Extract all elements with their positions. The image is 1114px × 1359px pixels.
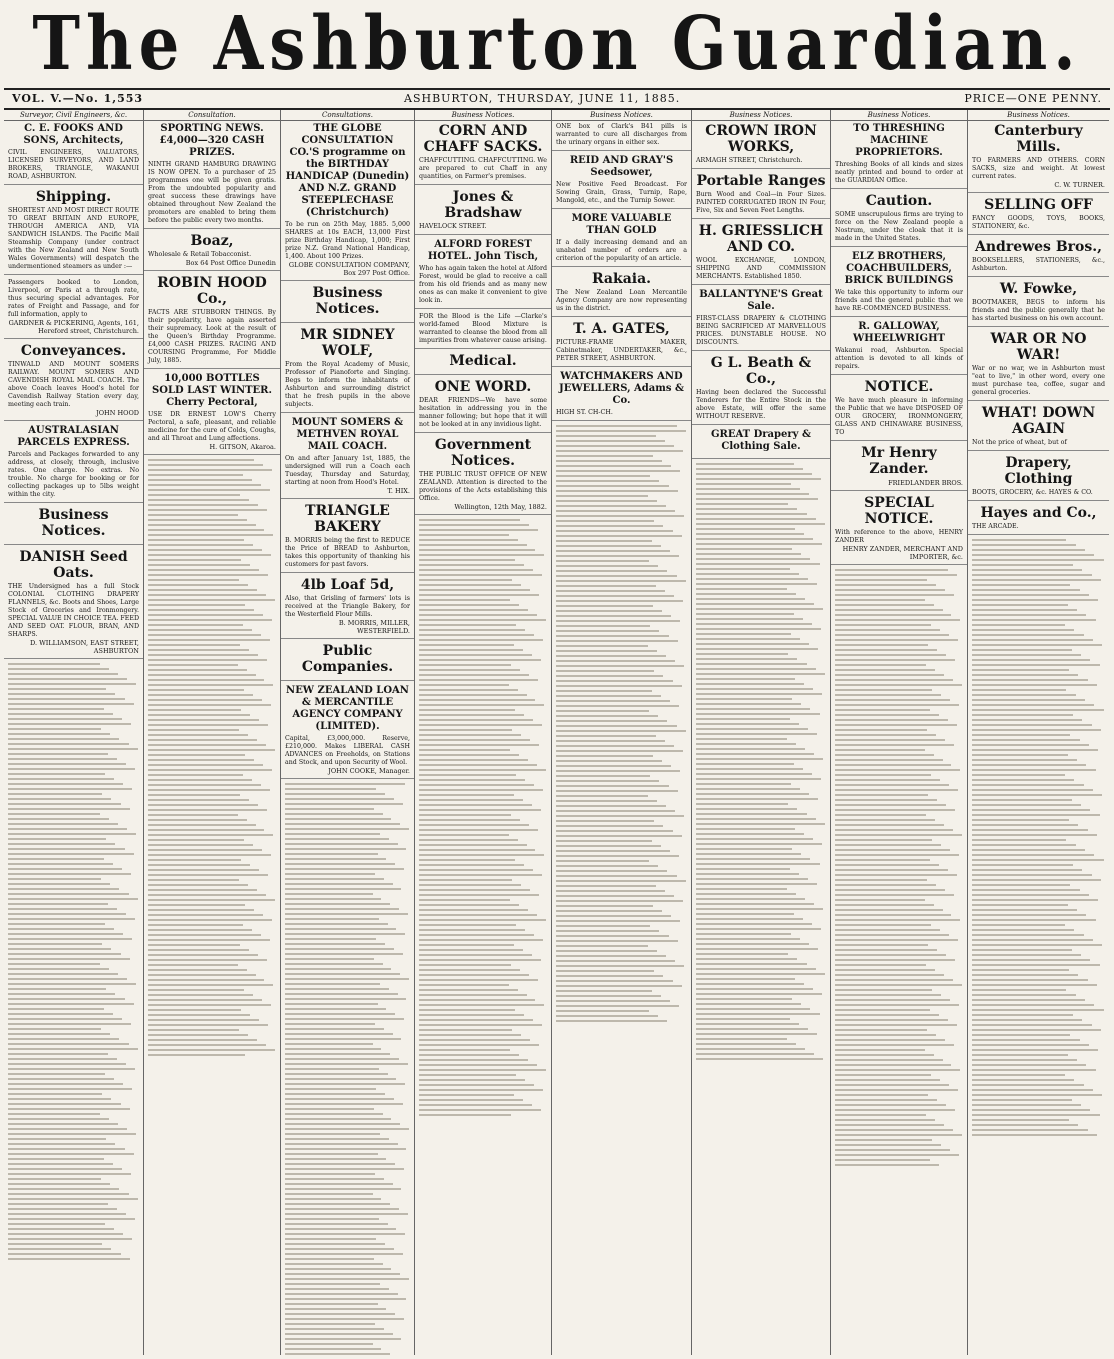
- advertisement: [144, 275, 280, 369]
- ad-body: FACTS ARE STUBBORN THINGS. By their popularity, have again asserted their supremacy. Look at the result of the Queen's Birthday Programme. £4,000 CASH PRIZES. RACING AND COURSING Programme, For Middle July, 1885.: [148, 309, 276, 364]
- ad-title: NOTICE.: [864, 379, 934, 395]
- column-4: [415, 110, 552, 1355]
- ad-title: REID AND GRAY'S Seedsower,: [569, 155, 674, 178]
- advertisement: [692, 355, 830, 425]
- ad-title: CORN AND CHAFF SACKS.: [423, 123, 543, 155]
- column-header: Surveyor, Civil Engineers, &c.: [4, 110, 143, 121]
- advertisement: [4, 279, 143, 339]
- ad-signature: T. HIX.: [387, 487, 410, 495]
- advertisement: [831, 445, 967, 491]
- ad-body: Having been declared the Successful Tenderers for the Entire Stock in the above Estate, will offer the same WITHOUT RESERVE.: [696, 389, 826, 420]
- advertisement: [281, 577, 414, 639]
- ad-signature: B. MORRIS, MILLER, WESTERFIELD.: [338, 619, 410, 635]
- advertisement: [4, 123, 143, 185]
- ad-title: Public Companies.: [301, 643, 394, 675]
- ad-title: Medical.: [449, 353, 517, 369]
- small-print-texture: [144, 459, 280, 1056]
- advertisement: [552, 321, 691, 367]
- ad-body: USE DR ERNEST LOW'S Cherry Pectoral, a safe, pleasant, and reliable medicine for the cure of Colds, Coughs, and all Throat and Lung affections.: [148, 411, 276, 442]
- ad-title: C. E. FOOKS AND SONS, Architects,: [23, 123, 124, 146]
- advertisement: [144, 233, 280, 271]
- advertisement: [968, 505, 1109, 535]
- ad-title: THE GLOBE CONSULTATION CO.'S programme on the BIRTHDAY HANDICAP (Dunedin) AND N.Z. GRAND STEEPLECHASE (Christchurch): [285, 123, 410, 218]
- ad-body: B. MORRIS being the first to REDUCE the Price of BREAD to Ashburton, takes this opportunity of thanking his customers for past favors.: [285, 537, 410, 568]
- ad-body: WOOL EXCHANGE, LONDON, SHIPPING AND COMMISSION MERCHANTS. Established 1850.: [696, 257, 826, 280]
- ad-signature: FRIEDLANDER BROS.: [888, 479, 963, 487]
- advertisement: [4, 425, 143, 503]
- advertisement: [552, 371, 691, 421]
- ad-title: AUSTRALASIAN PARCELS EXPRESS.: [17, 425, 130, 448]
- advertisement: [415, 353, 551, 375]
- column-6: [692, 110, 831, 1355]
- ad-body: TINWALD AND MOUNT SOMERS RAILWAY. MOUNT SOMERS AND CAVENDISH ROYAL MAIL COACH. The above Coach leaves Hood's hotel for Cavendish Railway Station every day, meeting each train.: [8, 361, 139, 408]
- advertisement: [692, 429, 830, 459]
- advertisement: [4, 549, 143, 659]
- advertisement: [4, 189, 143, 275]
- ad-body: SHORTEST AND MOST DIRECT ROUTE TO GREAT BRITAIN AND EUROPE, THROUGH AMERICA AND, VIA SANDWICH ISLANDS. The Pacific Mail Steamship Company (under contract with the New Zealand and New South Wales Governments) will despatch the undermentioned steamers as under :—: [8, 207, 139, 270]
- ad-title: Drapery, Clothing: [1004, 455, 1073, 487]
- ad-body: FANCY GOODS, TOYS, BOOKS, STATIONERY, &c.: [972, 215, 1105, 230]
- ad-signature: Box 64 Post Office Dunedin: [185, 259, 276, 267]
- ad-signature: JOHN HOOD: [96, 409, 139, 417]
- ad-title: Canterbury Mills.: [994, 123, 1083, 155]
- ad-body: HAVELOCK STREET.: [419, 223, 487, 230]
- ad-title: DANISH Seed Oats.: [19, 549, 128, 581]
- advertisement: [968, 281, 1109, 327]
- column-8: [968, 110, 1109, 1355]
- advertisement: [692, 289, 830, 351]
- ad-body: Who has again taken the hotel at Alford Forest, would be glad to receive a call from his old friends and as many new ones as can make it convenient to give look in.: [419, 265, 547, 304]
- ad-title: MR SIDNEY WOLF,: [300, 327, 395, 359]
- advertisement: [144, 123, 280, 229]
- ad-body: Capital, £3,000,000. Reserve, £210,000. Makes LIBERAL CASH ADVANCES on Freeholds, on Stations and Stock, and upon Security of Wool.: [285, 735, 410, 766]
- advertisement: [415, 189, 551, 235]
- advertisement: [415, 313, 551, 349]
- ad-body: THE Undersigned has a full Stock COLONIAL CLOTHING DRAPERY FLANNELS, &c. Boots and Shoes, Large Stock of Groceries and Ironmongery. SPECIAL VALUE IN CHOICE TEA. FEED AND SEED OAT. FLOUR, BRAN, AND SHARPS.: [8, 583, 139, 638]
- ad-title: Government Notices.: [434, 437, 532, 469]
- ad-body: On and after January 1st, 1885, the undersigned will run a Coach each Tuesday, Thursday and Saturday, starting at noon from Hood's Hotel.: [285, 455, 410, 486]
- ad-title: TRIANGLE BAKERY: [305, 503, 390, 535]
- ad-body: BOOTMAKER, BEGS to inform his friends and the public generally that he has started business on his own account.: [972, 299, 1105, 322]
- advertisement: [281, 685, 414, 779]
- volume-number: VOL. V.—No. 1,553: [12, 92, 144, 105]
- ad-body: With reference to the above, HENRY ZANDER: [835, 529, 963, 544]
- masthead-title: The Ashburton Guardian.: [32, 2, 1082, 88]
- ad-body: Wakanui road, Ashburton. Special attention is devoted to all kinds of repairs.: [835, 347, 963, 370]
- ad-title: Andrewes Bros.,: [974, 239, 1102, 255]
- ad-title: Conveyances.: [20, 343, 127, 359]
- advertisement: [281, 643, 414, 681]
- ad-title: SPORTING NEWS. £4,000—320 CASH PRIZES.: [159, 123, 265, 158]
- small-print-texture: [4, 663, 143, 1260]
- ad-body: THE ARCADE.: [972, 523, 1019, 530]
- advertisement: [415, 437, 551, 515]
- advertisement: [692, 223, 830, 285]
- advertisement: [968, 123, 1109, 193]
- place-date: ASHBURTON, THURSDAY, JUNE 11, 1885.: [404, 92, 681, 105]
- ad-body: Not the price of wheat, but of: [972, 439, 1067, 446]
- ad-title: SELLING OFF: [984, 197, 1093, 213]
- advertisement: [968, 455, 1109, 501]
- ad-body: Passengers booked to London, Liverpool, or Paris at a through rate, thus securing special advantages. For rates of Freight and Passage, and for full information, apply to: [8, 279, 139, 318]
- ad-signature: GLOBE CONSULTATION COMPANY, Box 297 Post Office.: [288, 261, 410, 277]
- small-print-texture: [552, 425, 691, 1022]
- ad-title: TO THRESHING MACHINE PROPRIETORS.: [853, 123, 945, 158]
- advertisement: [281, 417, 414, 499]
- small-print-texture: [968, 539, 1109, 1136]
- ad-title: Business Notices.: [38, 507, 109, 539]
- ad-title: NEW ZEALAND LOAN & MERCANTILE AGENCY COMPANY (LIMITED).: [286, 685, 409, 732]
- ad-body: SOME unscrupulous firms are trying to force on the New Zealand people a Nostrum, under the cloak that it is made in the United States.: [835, 211, 963, 242]
- advertisement: [552, 123, 691, 151]
- ad-title: Mr Henry Zander.: [861, 445, 937, 477]
- ad-body: Wholesale & Retail Tobacconist.: [148, 251, 252, 258]
- ad-body: New Positive Feed Broadcast. For Sowing Grain, Grass, Turnip, Rape, Mangold, etc., and the Turnip Sower.: [556, 181, 687, 204]
- ad-body: ONE box of Clark's B41 pills is warranted to cure all discharges from the urinary organs in either sex.: [556, 123, 687, 146]
- ad-signature: HENRY ZANDER, MERCHANT AND IMPORTER, &c.: [842, 545, 963, 561]
- ad-title: T. A. GATES,: [573, 321, 670, 337]
- advertisement: [281, 123, 414, 281]
- masthead: [4, 2, 1110, 88]
- ad-title: Business Notices.: [312, 285, 383, 317]
- small-print-texture: [692, 463, 830, 1060]
- column-1: [4, 110, 144, 1355]
- ad-body: THE PUBLIC TRUST OFFICE OF NEW ZEALAND. Attention is directed to the provisions of the Acts establishing this Office.: [419, 471, 547, 502]
- ad-title: ROBIN HOOD Co.,: [157, 275, 267, 307]
- advertisement: [552, 155, 691, 209]
- ad-body: We take this opportunity to inform our friends and the general public that we have RE-COMMENCED BUSINESS.: [835, 289, 963, 312]
- ad-title: Caution.: [865, 193, 933, 209]
- ad-body: From the Royal Academy of Music, Professor of Pianoforte and Singing. Begs to inform the inhabitants of Ashburton and surrounding district that he fresh pupils in the above subjects.: [285, 361, 410, 408]
- ad-title: Hayes and Co.,: [980, 505, 1097, 521]
- ad-signature: Wellington, 12th May, 1882.: [454, 503, 547, 511]
- ad-body: NINTH GRAND HAMBURG DRAWING IS NOW OPEN. To a purchaser of 25 programmes one will be given gratis. From the undoubted popularity and great success these drawings have obtained throughout New Zealand the promoters are enabled to bring them before the public every two months.: [148, 161, 276, 224]
- price: PRICE—ONE PENNY.: [964, 92, 1102, 105]
- ad-body: CIVIL ENGINEERS, VALUATORS, LICENSED SURVEYORS, AND LAND BROKERS, TRIANGLE, WAKANUI ROAD, ASHBURTON.: [8, 149, 139, 180]
- column-header: Business Notices.: [692, 110, 830, 121]
- ad-body: TO FARMERS AND OTHERS. CORN SACKS, size and weight. At lowest current rates.: [972, 157, 1105, 180]
- ad-body: PICTURE-FRAME MAKER, Cabinetmaker, UNDERTAKER, &c., PETER STREET, ASHBURTON.: [556, 339, 687, 362]
- advertisement: [281, 327, 414, 413]
- advertisement: [831, 495, 967, 565]
- ad-title: ONE WORD.: [434, 379, 532, 395]
- column-header: Business Notices.: [831, 110, 967, 121]
- ad-signature: H. GITSON, Akaroa.: [209, 443, 276, 451]
- column-header: Consultation.: [144, 110, 280, 121]
- advertisement: [831, 321, 967, 375]
- ad-signature: GARDNER & PICKERING, Agents, 161, Hereford street, Christchurch.: [8, 319, 139, 335]
- ad-title: ELZ BROTHERS, COACHBUILDERS, BRICK BUILDINGS: [844, 251, 954, 286]
- ad-title: G L. Beath & Co.,: [710, 355, 812, 387]
- small-print-texture: [831, 569, 967, 1166]
- advertisement: [968, 239, 1109, 277]
- advertisement: [415, 123, 551, 185]
- column-2: [144, 110, 281, 1355]
- advertisement: [4, 343, 143, 421]
- ad-title: Shipping.: [35, 189, 112, 205]
- column-header: Consultations.: [281, 110, 414, 121]
- advertisement: [552, 271, 691, 317]
- small-print-texture: [281, 783, 414, 1355]
- ad-title: WATCHMAKERS AND JEWELLERS, Adams & Co.: [559, 371, 684, 406]
- advertisement: [281, 503, 414, 573]
- advertisement: [552, 213, 691, 267]
- ad-title: H. GRIESSLICH AND CO.: [698, 223, 824, 255]
- ad-title: CROWN IRON WORKS,: [705, 123, 817, 155]
- ad-title: Portable Ranges: [696, 173, 826, 189]
- advertisement: [415, 239, 551, 309]
- ad-title: SPECIAL NOTICE.: [864, 495, 934, 527]
- ad-body: If a daily increasing demand and an unabated number of orders are a criterion of the popularity of an article.: [556, 239, 687, 262]
- ad-body: BOOKSELLERS, STATIONERS, &c., Ashburton.: [972, 257, 1105, 272]
- advertisement: [281, 285, 414, 323]
- ad-body: ARMAGH STREET, Christchurch.: [696, 157, 803, 164]
- advertisement: [831, 193, 967, 247]
- ad-title: WAR OR NO WAR!: [990, 331, 1087, 363]
- ad-title: R. GALLOWAY, WHEELWRIGHT: [853, 321, 945, 344]
- advertisement: [831, 251, 967, 317]
- ad-title: WHAT! DOWN AGAIN: [981, 405, 1096, 437]
- ad-title: Rakaia.: [591, 271, 652, 287]
- column-header: Business Notices.: [552, 110, 691, 121]
- column-5: [552, 110, 692, 1355]
- advertisement: [692, 123, 830, 169]
- ad-title: 4lb Loaf 5d,: [300, 577, 395, 593]
- column-3: [281, 110, 415, 1355]
- ad-signature: C. W. TURNER.: [1054, 181, 1105, 189]
- small-print-texture: [415, 519, 551, 1116]
- ad-body: To be run on 25th May, 1885. 5,000 SHARES at 10s EACH, 13,000 First prize Birthday Handicap, 1,000; First prize N.Z. Grand National Handicap, 1,400. About 100 Prizes.: [285, 221, 410, 260]
- advertisement: [831, 379, 967, 441]
- ad-body: CHAFFCUTTING. CHAFFCUTTING. We are prepared to cut Chaff in any quantities, on Farmer's premises.: [419, 157, 547, 180]
- ad-signature: JOHN COOKE, Manager.: [328, 767, 410, 775]
- ad-body: DEAR FRIENDS—We have some hesitation in addressing you in the manner following; but hope that it will not be looked at in any invidious light.: [419, 397, 547, 428]
- dateline: [4, 88, 1110, 110]
- ad-body: FIRST-CLASS DRAPERY & CLOTHING BEING SACRIFICED AT MARVELLOUS PRICES. DUNSTABLE HOUSE. NO DISCOUNTS.: [696, 315, 826, 346]
- column-header: Business Notices.: [968, 110, 1109, 121]
- ad-title: MORE VALUABLE THAN GOLD: [571, 213, 672, 236]
- ad-title: 10,000 BOTTLES SOLD LAST WINTER. Cherry Pectoral,: [152, 373, 272, 408]
- ad-body: Threshing Books of all kinds and sizes neatly printed and bound to order at the GUARDIAN Office.: [835, 161, 963, 184]
- advertisement: [968, 405, 1109, 451]
- ad-body: Also, that Grisling of farmers' lots is received at the Triangle Bakery, for the Westerfield Flour Mills.: [285, 595, 410, 618]
- ad-body: The New Zealand Loan Mercantile Agency Company are now representing us in the district.: [556, 289, 687, 312]
- ad-title: MOUNT SOMERS & METHVEN ROYAL MAIL COACH.: [291, 417, 404, 452]
- ad-body: War or no war, we in Ashburton must "eat to live," in other word, every one must purchase tea, coffee, sugar and general groceries.: [972, 365, 1105, 396]
- advertisement: [968, 197, 1109, 235]
- ad-title: ALFORD FOREST HOTEL. John Tisch,: [427, 239, 539, 262]
- ad-body: HIGH ST. CH-CH.: [556, 409, 613, 416]
- ad-title: BALLANTYNE'S Great Sale.: [699, 289, 823, 312]
- advertisement: [831, 123, 967, 189]
- ad-body: FOR the Blood is the Life —Clarke's world-famed Blood Mixture is warranted to cleanse the blood from all impurities from whatever cause arising.: [419, 313, 547, 344]
- ad-title: GREAT Drapery & Clothing Sale.: [711, 429, 811, 452]
- advertisement: [415, 379, 551, 433]
- newspaper-page: [4, 2, 1110, 1355]
- ad-body: Parcels and Packages forwarded to any address, at closely, through, inclusive rates. One charge. No extras. No trouble. No charge for booking or for collecting packages up to 5lbs weight within the city.: [8, 451, 139, 498]
- advertisement: [692, 173, 830, 219]
- ad-title: Jones & Bradshaw: [444, 189, 522, 221]
- column-7: [831, 110, 968, 1355]
- advertisement: [968, 331, 1109, 401]
- advertisement: [144, 373, 280, 455]
- ad-body: We have much pleasure in informing the Public that we have DISPOSED OF OUR GROCERY, IRONMONGERY, GLASS AND CHINAWARE BUSINESS, TO: [835, 397, 963, 436]
- ad-title: W. Fowke,: [999, 281, 1078, 297]
- ad-signature: D. WILLIAMSON, EAST STREET, ASHBURTON: [29, 639, 139, 655]
- advertisement: [4, 507, 143, 545]
- column-header: Business Notices.: [415, 110, 551, 121]
- ad-body: Burn Wood and Coal—in Four Sizes. PAINTED CORRUGATED IRON IN Four, Five, Six and Seven Feet Lengths.: [696, 191, 826, 214]
- ad-body: BOOTS, GROCERY, &c. HAYES & CO.: [972, 489, 1093, 496]
- ad-title: Boaz,: [190, 233, 234, 249]
- columns: [4, 110, 1110, 1355]
